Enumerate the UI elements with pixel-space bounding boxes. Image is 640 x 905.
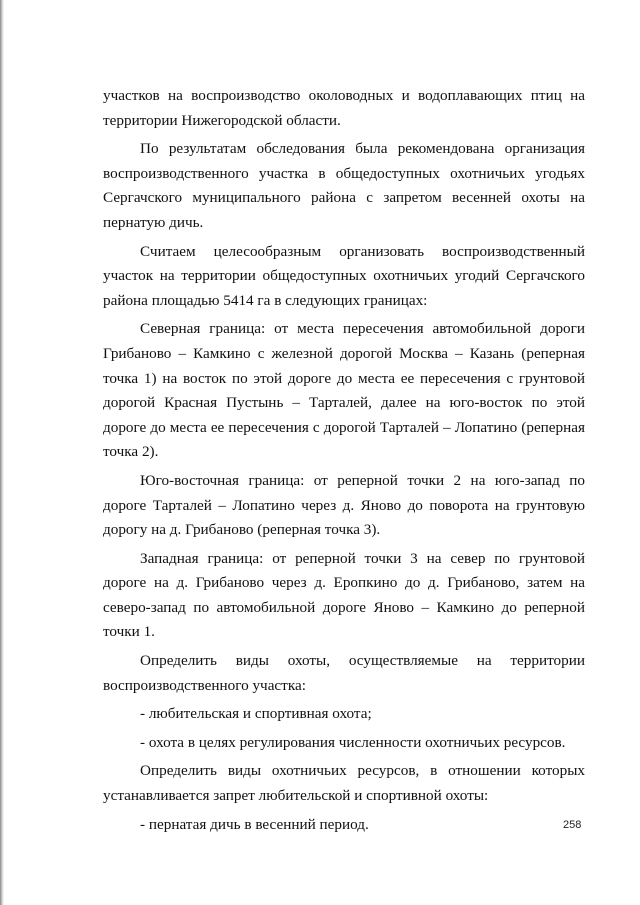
paragraph-western-border: Западная граница: от реперной точки 3 на север по грунтовой дороге на д. Грибаново через д. Еропкино до д. Грибаново, затем на северо-запад по автомобильной дороге Яново – Камкино до реперной точки 1. [103,549,585,641]
list-item-feathered-game: - пернатая дичь в весенний период. [140,815,369,833]
paragraph-southeastern-border: Юго-восточная граница: от реперной точки 2 на юго-запад по дороге Тарталей – Лопатино через д. Яново до поворота на грунтовую дорогу на д. Грибаново (реперная точка 3). [103,471,585,539]
paragraph-continuation: участков на воспроизводство околоводных и водоплавающих птиц на территории Нижегородской области. [103,87,585,129]
paragraph-resource-types: Определить виды охотничьих ресурсов, в отношении которых устанавливается запрет любительской и спортивной охоты: [103,762,585,805]
document-body [103,84,585,837]
paragraph-hunting-types: Определить виды охоты, осуществляемые на территории воспроизводственного участка: [103,652,585,694]
list-item-regulation-hunting: - охота в целях регулирования численности охотничьих ресурсов. [140,733,566,751]
paragraph-survey-results: По результатам обследования была рекомендована организация воспроизводственного участка в общедоступных охотничьих угодьях Сергачского муниципального района с запретом весенней охоты на пернатую дичь. [103,140,585,231]
paragraph-northern-border: Северная граница: от места пересечения автомобильной дороги Грибаново – Камкино с железной дорогой Москва – Казань (реперная точка 1) на восток по этой дороге до места ее пересечения с грунтовой дорогой Красная Пустынь – Тарталей, далее на юго-восток по этой дороге до места ее пересечения с дорогой Тарталей – Лопатино (реперная точка 2). [103,320,585,461]
paragraph-proposal: Считаем целесообразным организовать воспроизводственный участок на территории общедоступных охотничьих угодий Сергачского района площадью 5414 га в следующих границах: [103,242,585,309]
scan-edge-shadow [0,0,4,905]
list-item-amateur-sport-hunting: - любительская и спортивная охота; [140,705,372,723]
page-number: 258 [563,819,582,831]
